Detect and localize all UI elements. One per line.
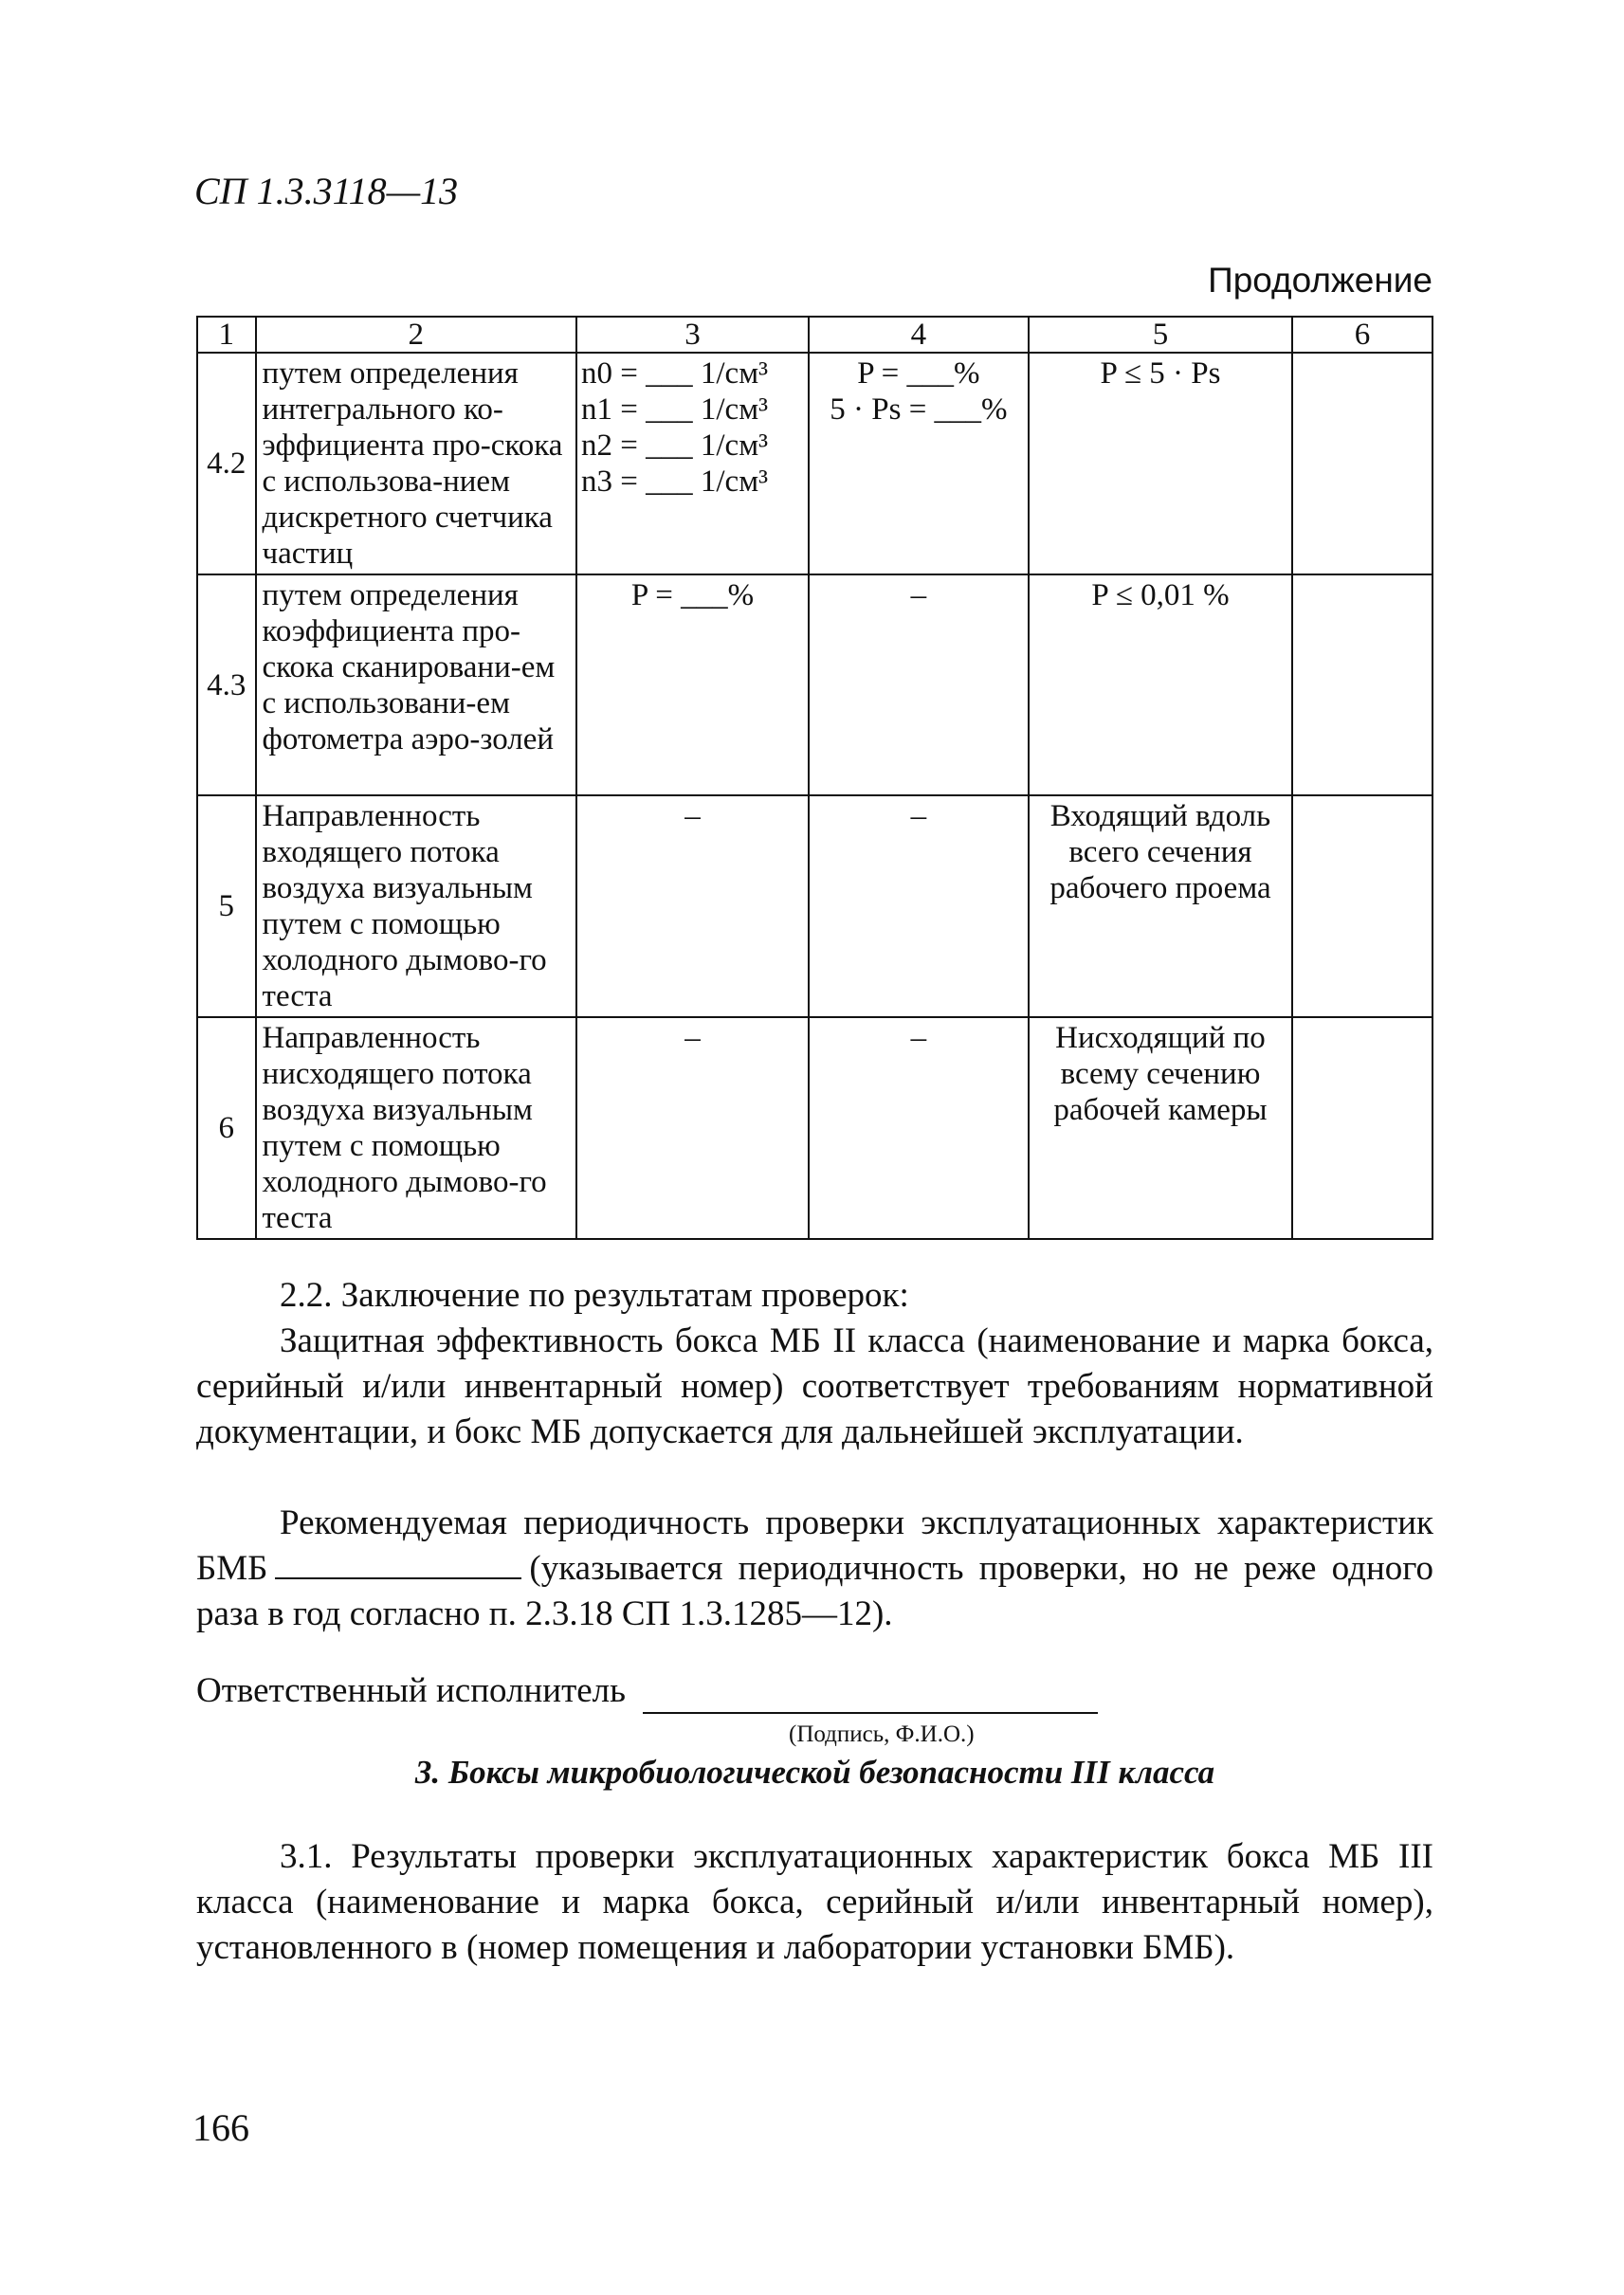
signature-caption: (Подпись, Ф.И.О.) [789,1721,975,1747]
row-number: 5 [197,795,256,1017]
measured-values [576,353,809,574]
norm-value: P ≤ 0,01 % [1029,574,1292,795]
col-header: 1 [197,317,256,353]
calculated-values: – [809,1017,1029,1239]
col-header: 3 [576,317,809,353]
conclusion-heading: 2.2. Заключение по результатам проверок: [280,1276,909,1315]
periodicity-paragraph [196,1501,1433,1637]
measured-values: P = ___% [576,574,809,795]
value-line: 5 · Ps = ___% [830,392,1008,427]
section-paragraph: 3.1. Результаты проверки эксплуатационных характеристик бокса МБ III класса (наименование и марка бокса, серийный и/или инвентарный номер), установленного в (номер помещения и лаборатории установки БМБ). [196,1837,1433,1967]
continuation-label: Продолжение [1208,261,1432,300]
result-cell [1292,795,1432,1017]
norm-value: Нисходящий по всему сечению рабочей камеры [1029,1017,1292,1239]
calculated-values: – [809,795,1029,1017]
value-line: n2 = ___ 1/см³ [581,428,768,463]
table-row [197,574,1432,795]
row-description: Направленность входящего потока воздуха визуальным путем с помощью холодного дымово-го теста [256,795,576,1017]
signature-line [196,1668,1433,1714]
norm-value: P ≤ 5 · Ps [1029,353,1292,574]
value-line: n3 = ___ 1/см³ [581,464,768,499]
calculated-values: – [809,574,1029,795]
row-description: путем определения интегрального ко-эффициента про-скока с использова-нием дискретного счетчика частиц [256,353,576,574]
norm-value: Входящий вдоль всего сечения рабочего проема [1029,795,1292,1017]
section-title: 3. Боксы микробиологической безопасности III класса [414,1754,1215,1791]
measured-values: – [576,795,809,1017]
row-description: Направленность нисходящего потока воздуха визуальным путем с помощью холодного дымово-го теста [256,1017,576,1239]
row-number: 4.2 [197,353,256,574]
signature-label: Ответственный исполнитель [196,1671,626,1710]
value-line: P = ___% [857,356,980,391]
table-row [197,795,1432,1017]
col-header: 6 [1292,317,1432,353]
page-number: 166 [192,2106,249,2149]
conclusion-paragraph: Защитная эффективность бокса МБ II класса (наименование и марка бокса, серийный и/или инвентарный номер) соответствует требованиям нормативной документации, и бокс МБ допускается для дальнейшей эксплуатации. [196,1321,1433,1451]
row-number: 4.3 [197,574,256,795]
result-cell [1292,1017,1432,1239]
result-cell [1292,353,1432,574]
results-table [196,316,1433,1240]
row-description: путем определения коэффициента про-скока сканировани-ем с использовани-ем фотометра аэро-золей [256,574,576,795]
calculated-values [809,353,1029,574]
col-header: 4 [809,317,1029,353]
periodicity-note: (указывается периодичность проверки, но не реже одного раза в год согласно п. 2.3.18 СП 1.3.1285—12). [196,1549,1433,1633]
signature-blank [643,1684,1098,1714]
periodicity-text: Рекомендуемая периодичность проверки эксплуатационных характеристик БМБ [196,1503,1433,1588]
row-number: 6 [197,1017,256,1239]
col-header: 5 [1029,317,1292,353]
table-header-row [197,317,1432,353]
table-row [197,353,1432,574]
col-header: 2 [256,317,576,353]
periodicity-blank [275,1549,521,1579]
measured-values: – [576,1017,809,1239]
value-line: n0 = ___ 1/см³ [581,356,768,391]
document-code: СП 1.3.3118—13 [194,170,459,212]
result-cell [1292,574,1432,795]
table-row [197,1017,1432,1239]
value-line: n1 = ___ 1/см³ [581,392,768,427]
